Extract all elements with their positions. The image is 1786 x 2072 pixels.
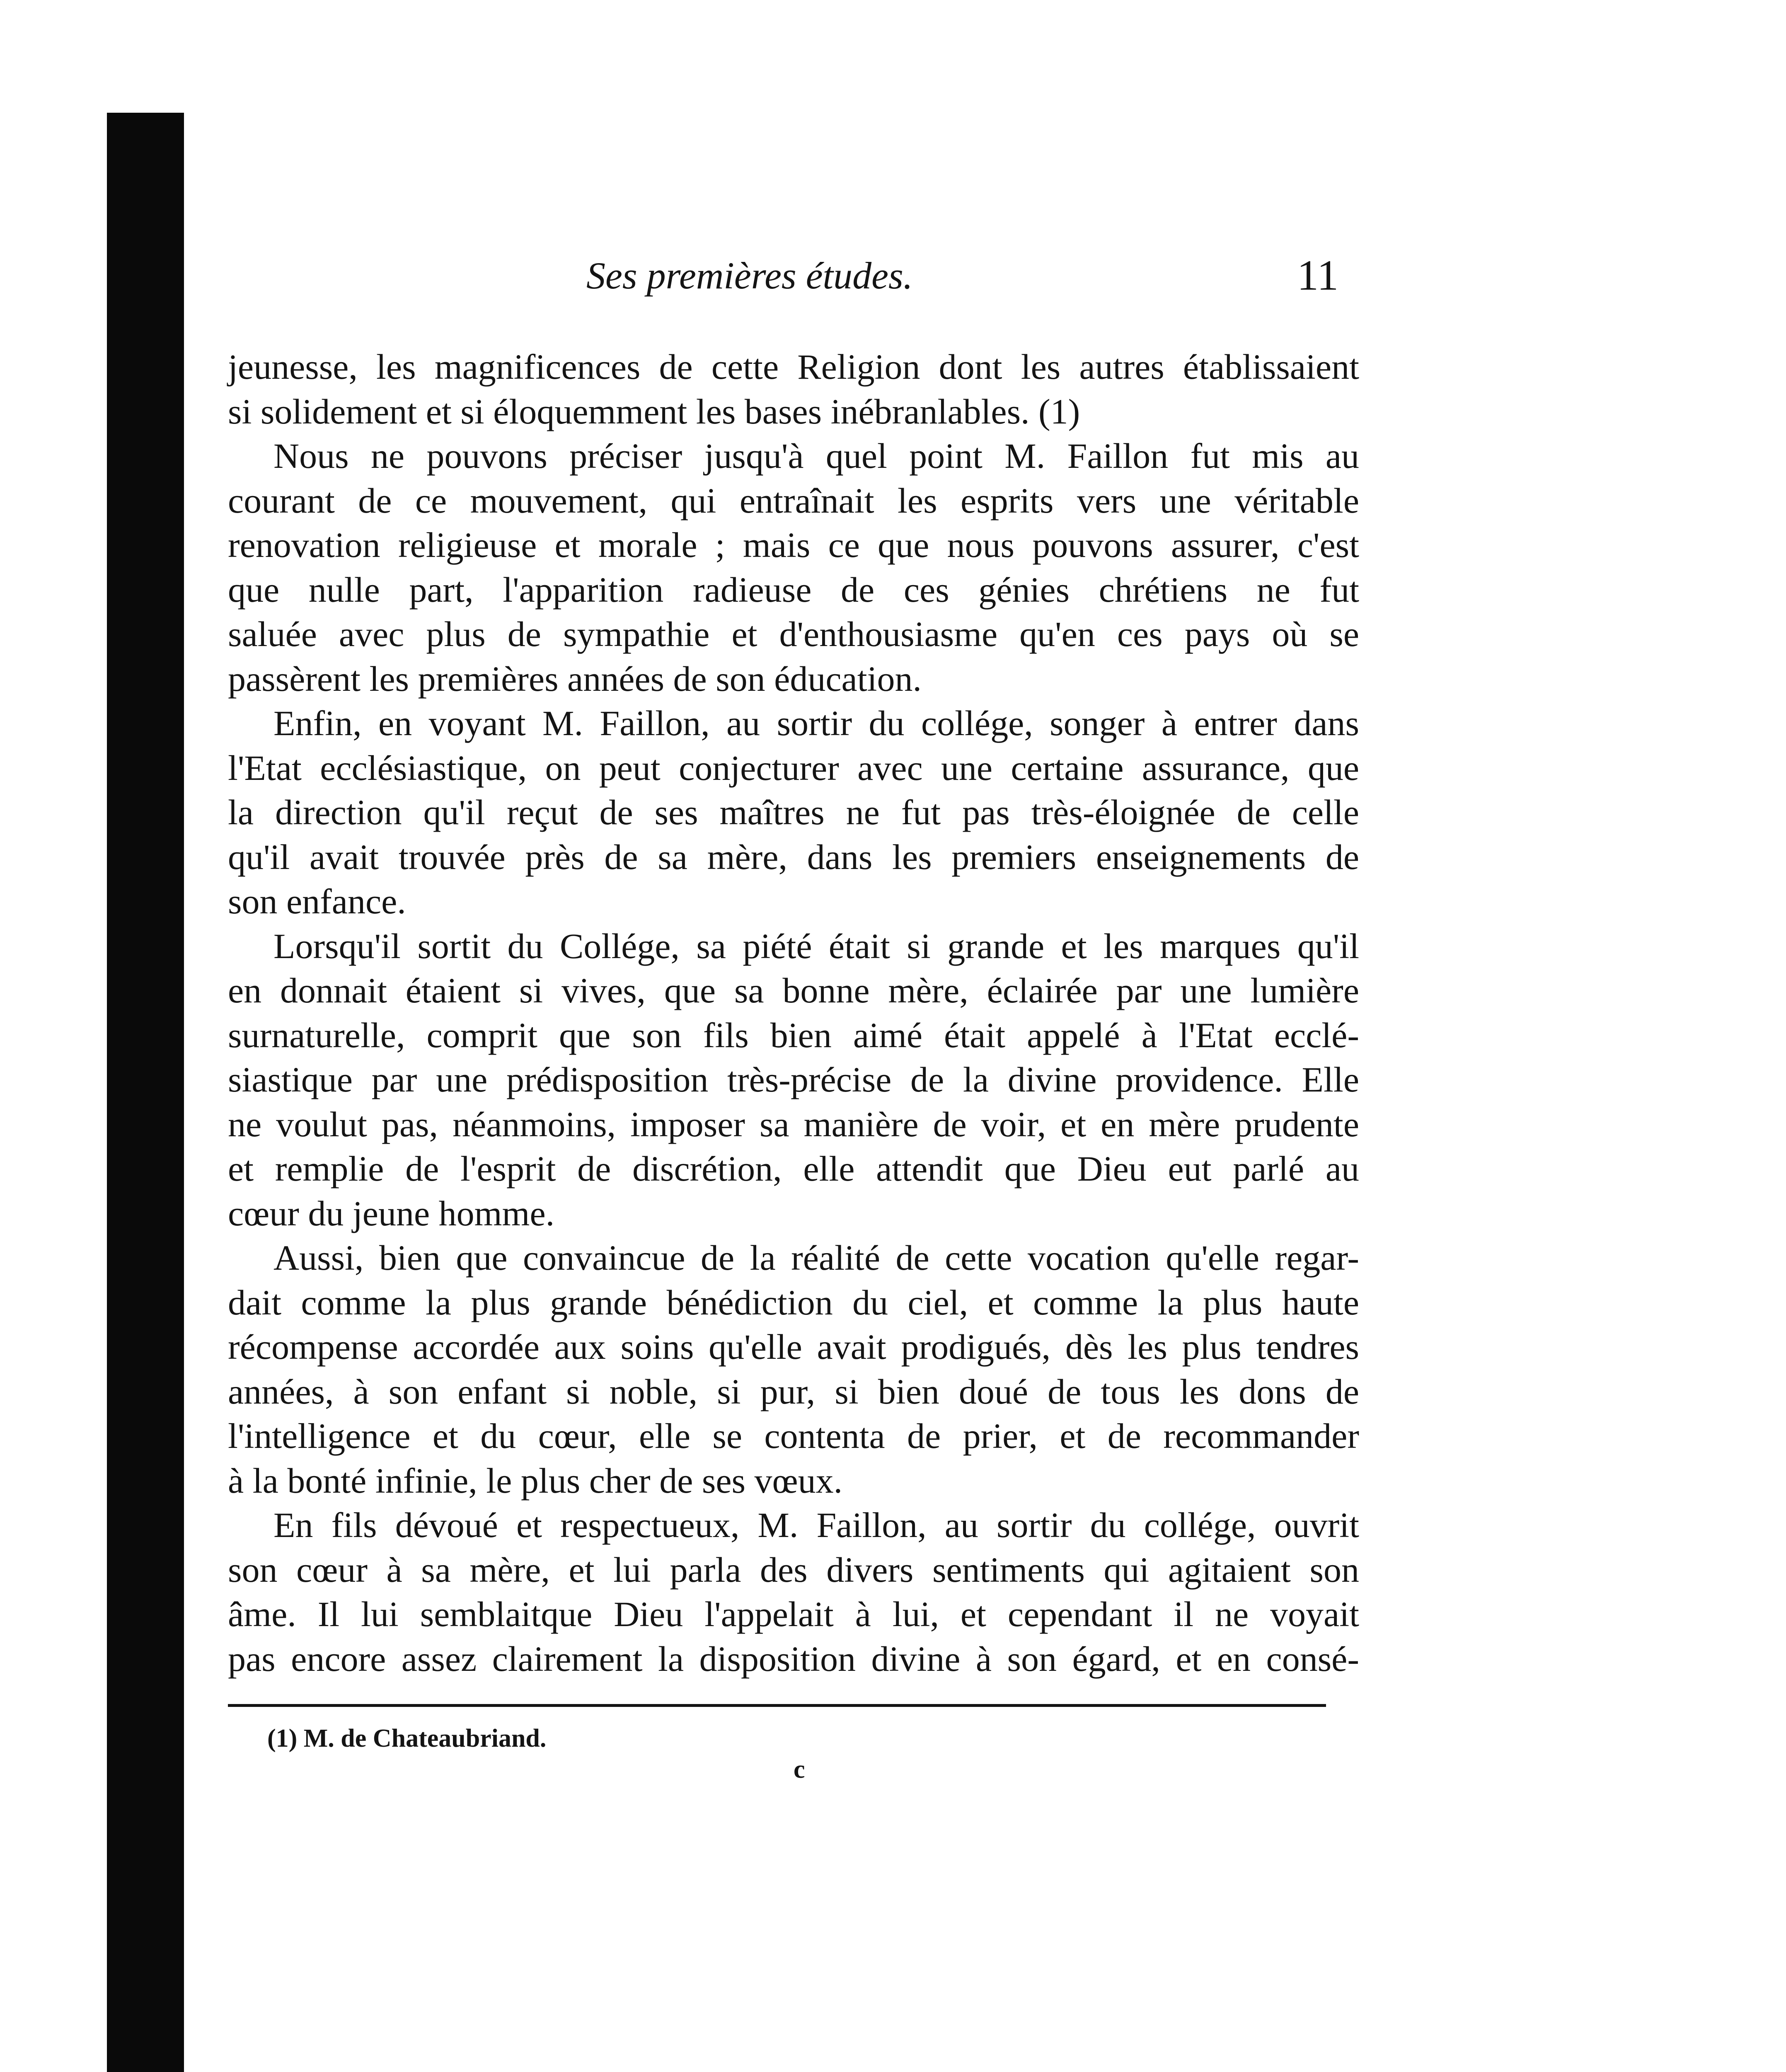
text-line: qu'il avait trouvée près de sa mère, dans les premiers enseignements de [228,837,1359,877]
text-line: renovation religieuse et morale ; mais ce que nous pouvons assurer, c'est [228,525,1359,565]
text-line: saluée avec plus de sympathie et d'enthousiasme qu'en ces pays où se [228,614,1359,654]
body-text [228,345,1359,1681]
page-number: 11 [1297,252,1339,299]
text-line: surnaturelle, comprit que son fils bien aimé était appelé à l'Etat ecclé- [228,1015,1359,1055]
text-line: récompense accordée aux soins qu'elle avait prodigués, dès les plus tendres [228,1327,1359,1367]
text-line: courant de ce mouvement, qui entraînait les esprits vers une véritable [228,480,1359,520]
text-line: siastique par une prédisposition très-précise de la divine providence. Elle [228,1060,1359,1099]
signature-mark: c [794,1755,805,1784]
text-line: années, à son enfant si noble, si pur, si bien doué de tous les dons de [228,1371,1359,1411]
text-line: âme. Il lui semblaitque Dieu l'appelait à lui, et cependant il ne voyait [228,1594,1359,1634]
footnote: (1) M. de Chateaubriand. [267,1724,547,1752]
text-line: que nulle part, l'apparition radieuse de ces génies chrétiens ne fut [228,569,1359,610]
text-line: cœur du jeune homme. [228,1193,555,1233]
binding-shadow [107,113,184,2072]
text-line: et remplie de l'esprit de discrétion, elle attendit que Dieu eut parlé au [228,1149,1359,1188]
text-line: si solidement et si éloquemment les bases inébranlables. (1) [228,391,1080,431]
text-line: en donnait étaient si vives, que sa bonne mère, éclairée par une lumière [228,971,1359,1010]
text-line: Nous ne pouvons préciser jusqu'à quel point M. Faillon fut mis au [273,436,1359,476]
text-line: ne voulut pas, néanmoins, imposer sa manière de voir, et en mère prudente [228,1104,1359,1144]
text-line: dait comme la plus grande bénédiction du ciel, et comme la plus haute [228,1282,1359,1322]
text-line: son enfance. [228,881,406,921]
text-line: En fils dévoué et respectueux, M. Faillon, au sortir du collége, ouvrit [273,1505,1359,1545]
running-title: Ses premières études. [586,254,913,297]
text-line: son cœur à sa mère, et lui parla des divers sentiments qui agitaient son [228,1549,1359,1590]
text-line: jeunesse, les magnificences de cette Religion dont les autres établissaient [228,347,1359,387]
text-line: pas encore assez clairement la disposition divine à son égard, et en consé- [228,1639,1359,1679]
text-line: l'intelligence et du cœur, elle se contenta de prier, et de recommander [228,1416,1359,1456]
text-line: Aussi, bien que convaincue de la réalité de cette vocation qu'elle regar- [273,1238,1359,1278]
text-line: à la bonté infinie, le plus cher de ses vœux. [228,1460,843,1501]
text-line: passèrent les premières années de son éducation. [228,658,922,699]
running-head [0,249,1786,303]
text-line: Lorsqu'il sortit du Collége, sa piété était si grande et les marques qu'il [273,926,1359,966]
text-line: Enfin, en voyant M. Faillon, au sortir du collége, songer à entrer dans [273,703,1359,743]
text-line: la direction qu'il reçut de ses maîtres ne fut pas très-éloignée de celle [228,792,1359,832]
footnote-rule [228,1704,1326,1707]
text-line: l'Etat ecclésiastique, on peut conjecturer avec une certaine assurance, que [228,748,1359,788]
